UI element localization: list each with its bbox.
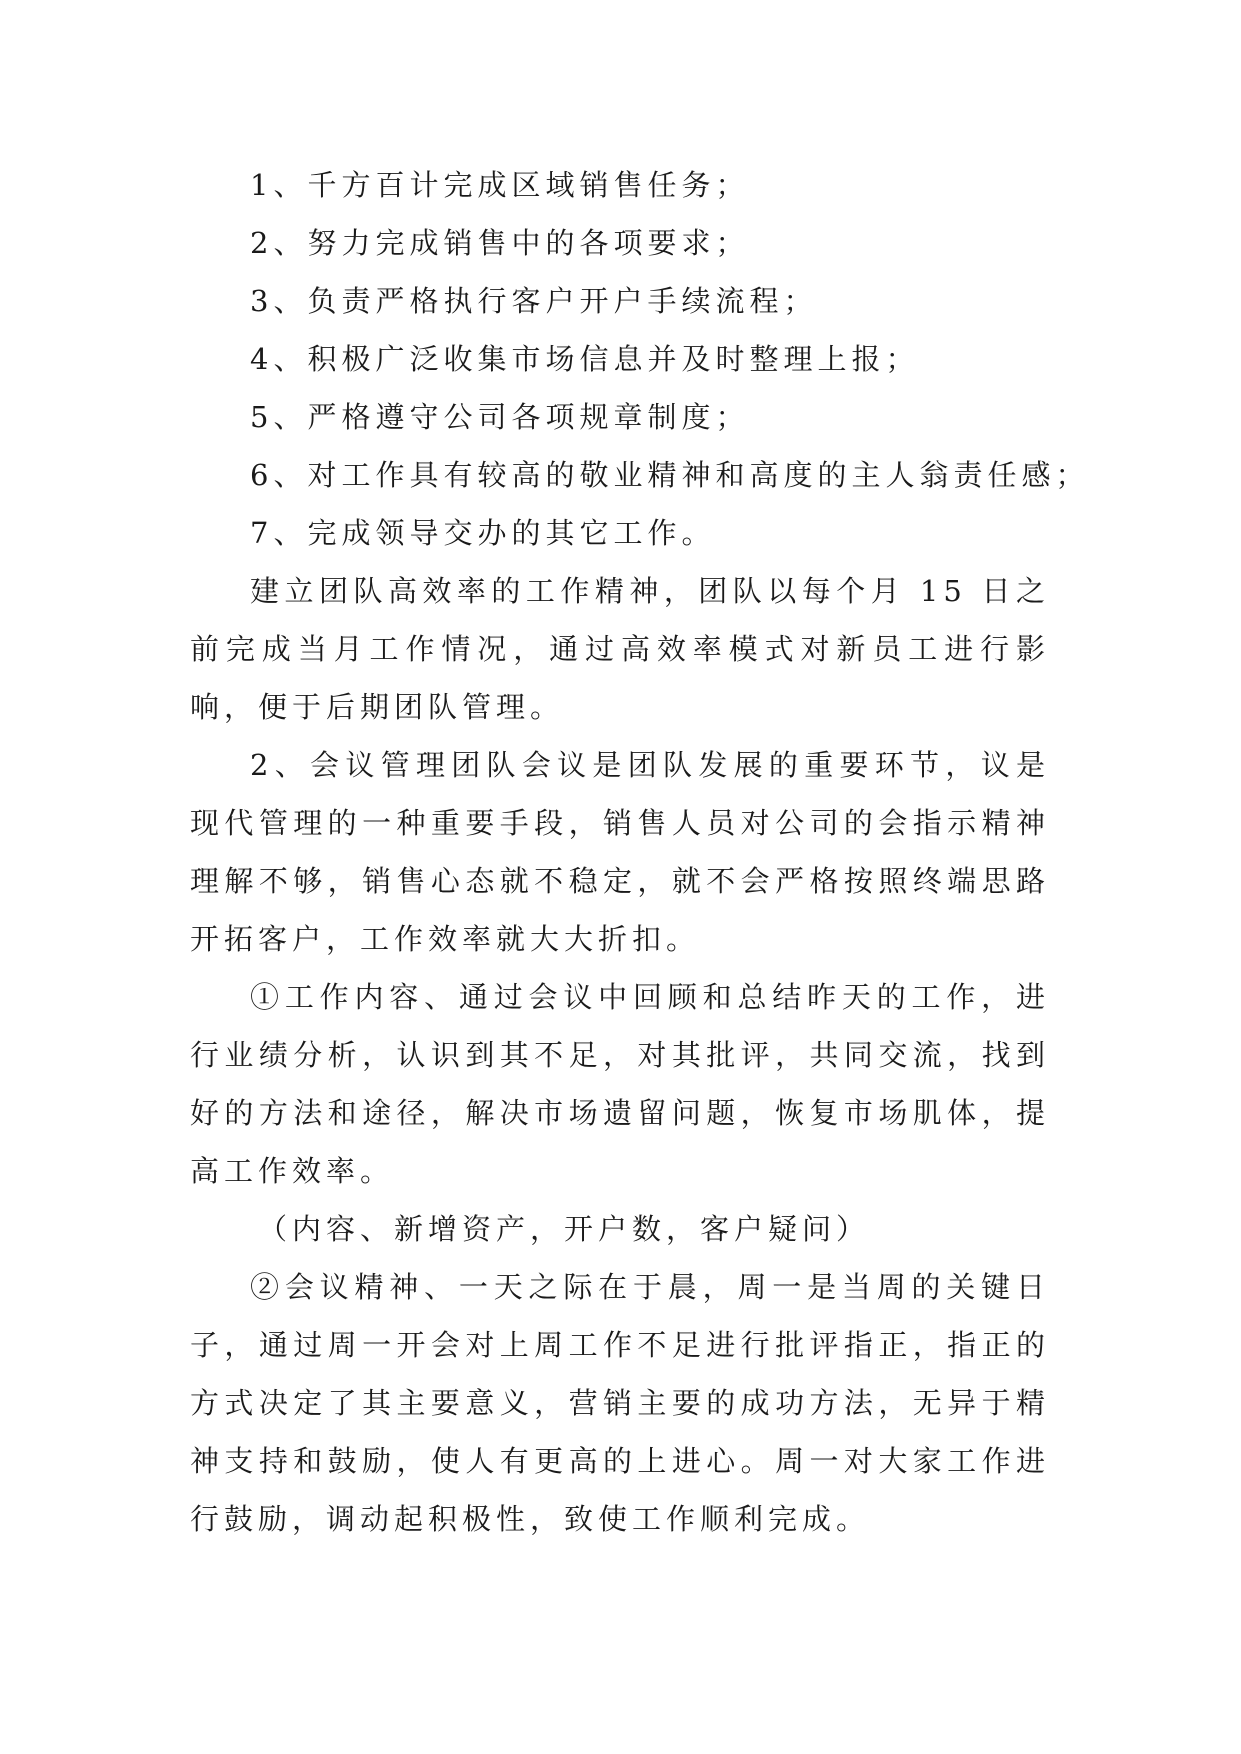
document-body: [190, 156, 1090, 1548]
list-item-5: 5、严格遵守公司各项规章制度；: [250, 400, 750, 434]
list-item-1: 1、千方百计完成区域销售任务；: [250, 168, 750, 202]
list-item-6: 6、对工作具有较高的敬业精神和高度的主人翁责任感；: [250, 458, 1090, 492]
list-item-4: 4、积极广泛收集市场信息并及时整理上报；: [250, 342, 920, 376]
paragraph-meeting-management: 2、会议管理团队会议是团队发展的重要环节，议是现代管理的一种重要手段，销售人员对公司的会指示精神理解不够，销售心态就不稳定，就不会严格按照终端思路开拓客户，工作效率就大大折扣。: [190, 748, 1050, 956]
list-item-3: 3、负责严格执行客户开户手续流程；: [250, 284, 818, 318]
paragraph-meeting-spirit: ②会议精神、一天之际在于晨，周一是当周的关键日子，通过周一开会对上周工作不足进行批评指正，指正的方式决定了其主要意义，营销主要的成功方法，无异于精神支持和鼓励，使人有更高的上进心。周一对大家工作进行鼓励，调动起积极性，致使工作顺利完成。: [190, 1270, 1050, 1536]
note-content-list: （内容、新增资产，开户数，客户疑问）: [258, 1212, 871, 1246]
list-item-7: 7、完成领导交办的其它工作。: [250, 516, 716, 550]
list-item-2: 2、努力完成销售中的各项要求；: [250, 226, 750, 260]
paragraph-team-efficiency: 建立团队高效率的工作精神，团队以每个月 15 日之前完成当月工作情况，通过高效率模式对新员工进行影响，便于后期团队管理。: [190, 574, 1050, 724]
paragraph-work-content: ①工作内容、通过会议中回顾和总结昨天的工作，进行业绩分析，认识到其不足，对其批评，共同交流，找到好的方法和途径，解决市场遗留问题，恢复市场肌体，提高工作效率。: [190, 980, 1050, 1188]
